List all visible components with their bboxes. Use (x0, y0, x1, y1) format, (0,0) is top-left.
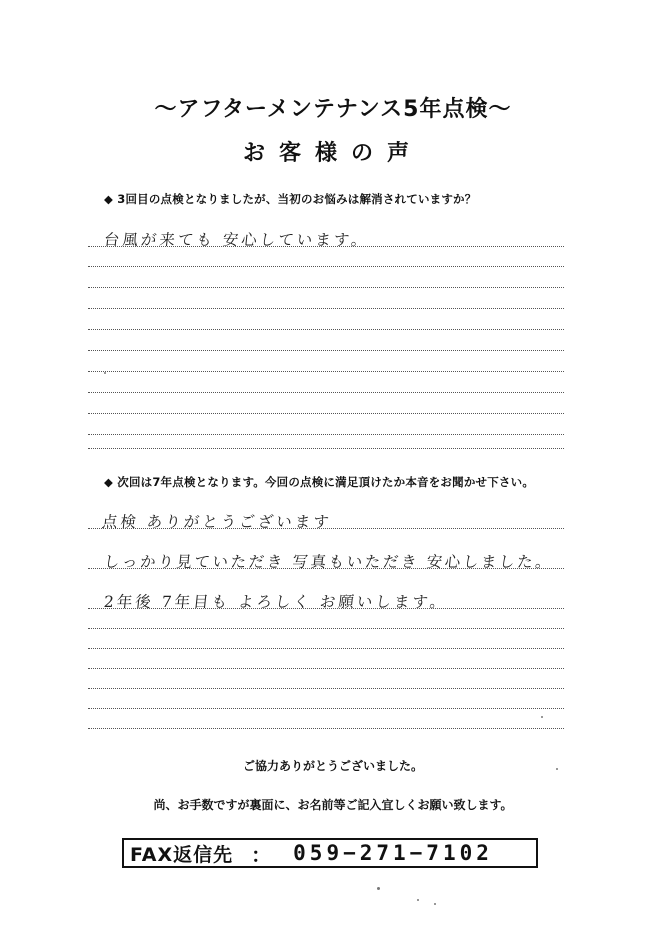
writing-line (88, 287, 564, 288)
fax-label: FAX返信先 (130, 843, 234, 866)
scan-speck (434, 903, 436, 905)
writing-line (88, 628, 564, 629)
question-1: ◆ 3回目の点検となりましたが、当初のお悩みは解消されていますか？ (104, 192, 477, 206)
thanks-message: ご協力ありがとうございました。 (242, 759, 423, 773)
fax-separator: ： (251, 842, 272, 867)
fax-number: 059−271−7102 (293, 841, 493, 865)
scan-speck (104, 372, 106, 374)
writing-line (88, 266, 564, 267)
scan-speck (377, 887, 380, 890)
writing-line (88, 448, 564, 449)
writing-line (88, 648, 564, 649)
scan-speck (541, 716, 543, 718)
page-title: 〜アフターメンテナンス5年点検〜 (154, 97, 512, 122)
request-note: 尚、お手数ですが裏面に、お名前等ご記入宜しくお願い致します。 (153, 798, 513, 812)
handwritten-answer-2-line-1: 点検 ありがとうございます (100, 513, 333, 531)
page-subtitle: お客様の声 (242, 141, 423, 166)
fax-reply-box (122, 838, 538, 868)
writing-line (88, 434, 564, 435)
scan-speck (417, 899, 419, 901)
writing-line (88, 308, 564, 309)
writing-line (88, 329, 564, 330)
writing-line (88, 728, 564, 729)
writing-line (88, 371, 564, 372)
handwritten-answer-2-line-2: しっかり見ていただき 写真もいただき 安心しました。 (102, 553, 555, 571)
writing-line (88, 392, 564, 393)
question-2: ◆ 次回は7年点検となります。今回の点検に満足頂けたか本音をお聞かせ下さい。 (104, 475, 535, 489)
writing-line (88, 668, 564, 669)
writing-line (88, 708, 564, 709)
scan-speck (556, 768, 558, 770)
writing-line (88, 350, 564, 351)
writing-line (88, 413, 564, 414)
writing-line (88, 688, 564, 689)
handwritten-answer-1: 台風が来ても 安心しています。 (102, 231, 371, 249)
handwritten-answer-2-line-3: 2年後 7年目も よろしく お願いします。 (102, 593, 450, 611)
